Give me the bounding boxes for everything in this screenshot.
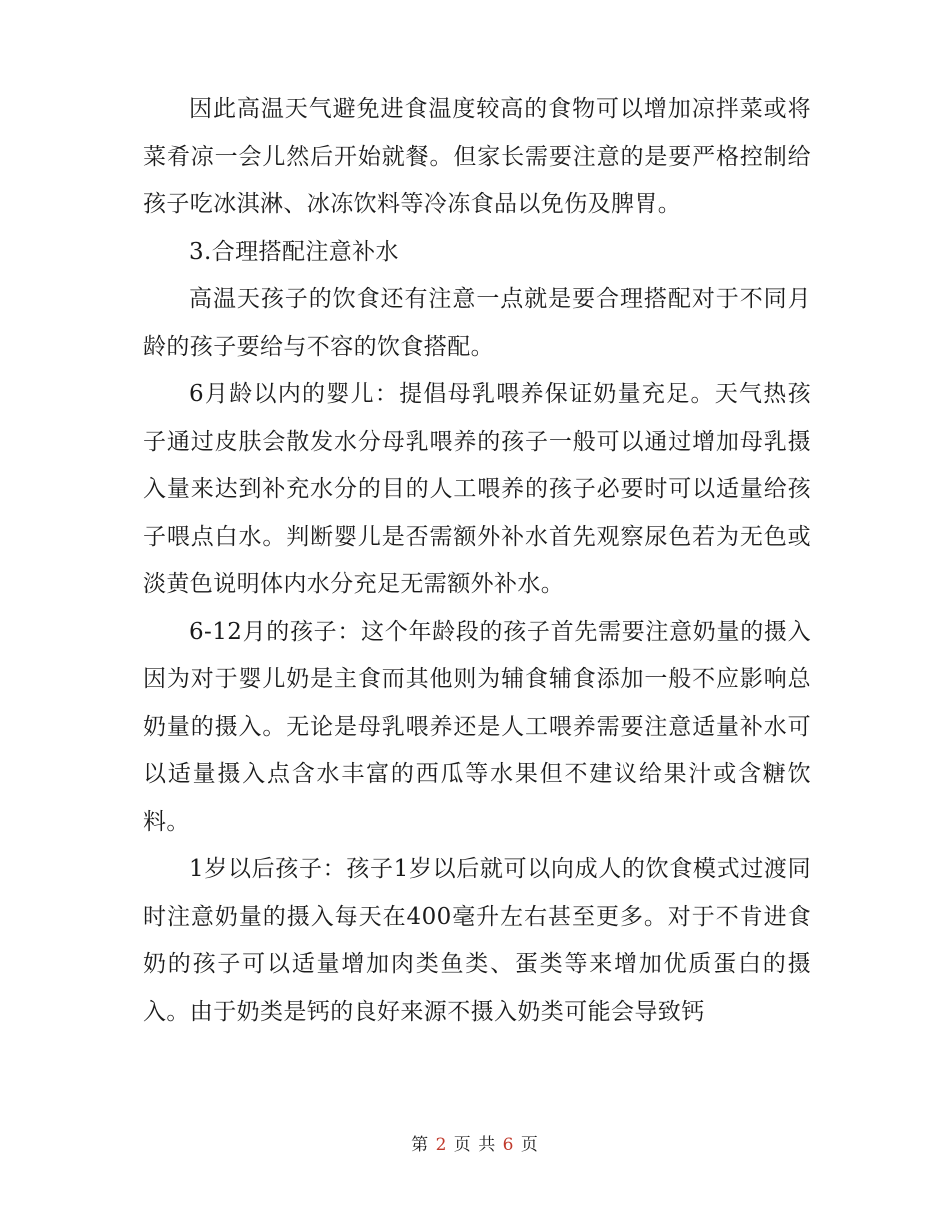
paragraph-1: 因此高温天气避免进食温度较高的食物可以增加凉拌菜或将菜肴凉一会儿然后开始就餐。但家长需要注意的是要严格控制给孩子吃冰淇淋、冰冻饮料等冷冻食品以免伤及脾胃。	[143, 96, 811, 217]
footer-middle: 页 共	[453, 1135, 497, 1155]
paragraph-5: 1岁以后孩子：孩子1岁以后就可以向成人的饮食模式过渡同时注意奶量的摄入每天在400毫升左右甚至更多。对于不肯进食奶的孩子可以适量增加肉类鱼类、蛋类等来增加优质蛋白的摄入。由于奶类是钙的良好来源不摄入奶类可能会导致钙	[143, 856, 811, 1025]
paragraph-3: 6月龄以内的婴儿：提倡母乳喂养保证奶量充足。天气热孩子通过皮肤会散发水分母乳喂养的孩子一般可以通过增加母乳摄入量来达到补充水分的目的人工喂养的孩子必要时可以适量给孩子喂点白水。判断婴儿是否需额外补水首先观察尿色若为无色或淡黄色说明体内水分充足无需额外补水。	[143, 381, 811, 597]
page-footer	[0, 1130, 950, 1155]
footer-page-number: 2	[435, 1135, 448, 1155]
section-heading: 3.合理搭配注意补水	[189, 238, 399, 265]
paragraph-4: 6-12月的孩子：这个年龄段的孩子首先需要注意奶量的摄入因为对于婴儿奶是主食而其他则为辅食辅食添加一般不应影响总奶量的摄入。无论是母乳喂养还是人工喂养需要注意适量补水可以适量摄入点含水丰富的西瓜等水果但不建议给果汁或含糖饮料。	[143, 618, 811, 835]
paragraph-2: 高温天孩子的饮食还有注意一点就是要合理搭配对于不同月龄的孩子要给与不容的饮食搭配。	[143, 286, 811, 360]
footer-total-pages: 6	[502, 1135, 515, 1155]
footer-suffix: 页	[520, 1135, 539, 1155]
footer-prefix: 第	[411, 1135, 430, 1155]
document-body	[143, 86, 811, 1036]
